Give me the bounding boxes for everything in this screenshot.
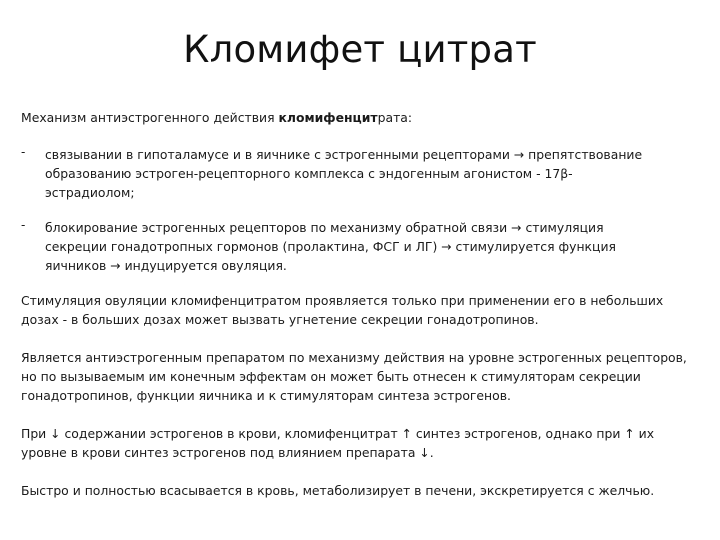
bullet-item (21, 145, 645, 202)
paragraph: Является антиэстрогенным препаратом по механизму действия на уровне эстрогенных рецепторов, но по вызываемым им конечным эффектам он может быть отнесен к стимуляторам секреции гонадотропинов, функции яичника и к стимуляторам синтеза эстрогенов. (21, 350, 687, 403)
paragraph: Стимуляция овуляции кломифенцитратом проявляется только при применении его в небольших дозах - в больших дозах может вызвать угнетение секреции гонадотропинов. (21, 293, 664, 327)
paragraph: При ↓ содержании эстрогенов в крови, кломифенцитрат ↑ синтез эстрогенов, однако при ↑ их уровне в крови синтез эстрогенов под влиянием препарата ↓. (21, 426, 655, 460)
bullet-item (21, 218, 645, 275)
intro-bold: кломифенцит (278, 110, 378, 125)
bullet-mark: - (21, 145, 26, 159)
intro-paragraph (21, 108, 701, 127)
bullet-text: связывании в гипоталамусе и в яичнике с эстрогенными рецепторами → препятствование образованию эстроген-рецепторного комплекса с эндогенным агонистом - 17β-эстрадиолом; (45, 147, 643, 200)
bullet-mark: - (21, 218, 26, 232)
intro-suffix: рата: (377, 110, 413, 125)
intro-prefix: Механизм антиэстрогенного действия (21, 110, 279, 125)
slide-content (21, 108, 701, 519)
slide-title: Кломифет цитрат (183, 28, 537, 71)
paragraph: Быстро и полностью всасывается в кровь, метаболизирует в печени, экскретируется с желчью. (21, 483, 655, 498)
bullet-text: блокирование эстрогенных рецепторов по механизму обратной связи → стимуляция секреции гонадотропных гормонов (пролактина, ФСГ и ЛГ) → стимулируется функция яичников → индуцируется овуляция. (45, 220, 616, 273)
